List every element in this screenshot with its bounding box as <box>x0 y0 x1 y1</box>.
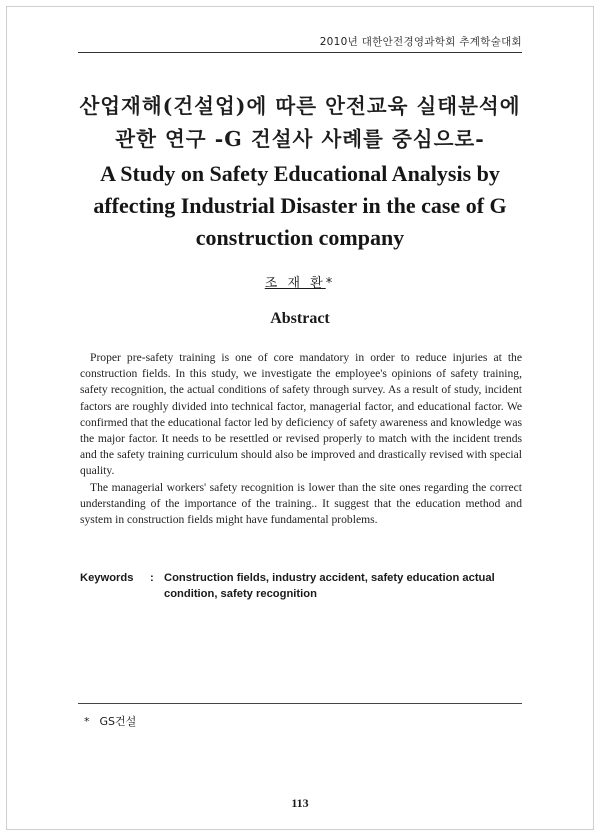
author-footnote-mark: * <box>325 276 336 291</box>
english-title-line-2: affecting Industrial Disaster in the case of G <box>93 193 507 218</box>
english-title <box>60 158 540 254</box>
abstract-heading: Abstract <box>270 310 330 327</box>
keywords-text: Construction fields, industry accident, safety education actual condition, safety recognition <box>164 572 495 600</box>
author-line <box>0 272 600 291</box>
korean-title-line-1: 산업재해(건설업)에 따른 안전교육 실태분석에 <box>79 94 521 118</box>
abstract-body <box>80 350 522 528</box>
english-title-line-3: construction company <box>195 225 405 250</box>
english-title-line-1: A Study on Safety Educational Analysis by <box>100 161 500 186</box>
abstract-paragraph-2: The managerial workers' safety recognition is lower than the site ones regarding the correct understanding of the importance of the training.. It suggest that the education method and system in construction fields might have fundamental problems. <box>80 480 522 527</box>
footnote <box>84 713 136 729</box>
running-header: 2010년 대한안전경영과학회 추계학술대회 <box>319 36 522 48</box>
keywords-label: Keywords <box>80 572 134 584</box>
author-name: 조 재 환 <box>264 276 326 291</box>
abstract-paragraph-1: Proper pre-safety training is one of core mandatory in order to reduce injuries at the construction fields. In this study, we investigate the employee's opinions of safety training, safety recognition, the actual conditions of safety through survey. As a result of study, incident factors are roughly divided into technical factor, managerial factor, and educational factor. We confirmed that the educational factor led by deficiency of safety awareness and knowledge was the major factor. It needs to be resettled or revised properly to match with the incident trends and the safety training curriculum should also be improved and drastically revised with special quality. <box>80 351 522 478</box>
footnote-rule <box>78 703 522 704</box>
keywords <box>80 570 530 602</box>
korean-title-line-2: 관한 연구 -G 건설사 사례를 중심으로- <box>115 127 485 151</box>
page-number: 113 <box>291 796 309 810</box>
header-rule <box>78 52 522 53</box>
korean-title <box>60 90 540 156</box>
footnote-text: GS건설 <box>99 715 137 728</box>
footnote-mark: * <box>84 715 90 728</box>
title-block <box>60 90 540 254</box>
keywords-colon: : <box>150 572 154 584</box>
